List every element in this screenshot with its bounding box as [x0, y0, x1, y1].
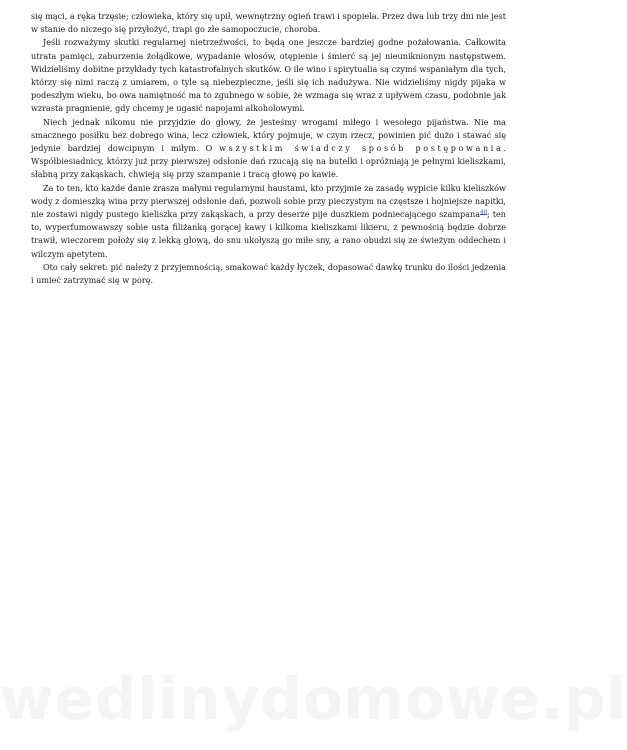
document-page	[31, 10, 506, 287]
paragraph-5	[31, 261, 506, 287]
paragraph-3-spaced-emphasis: wszystkim świadczy sposób postępowania	[219, 143, 504, 154]
paragraph-5-text: Oto cały sekret: pić należy z przyjemnością, smakować każdy łyczek, dopasować dawkę trunku do ilości jedzenia i umieć zatrzymać się w porę.	[31, 261, 506, 286]
paragraph-2-text: Jeśli rozważymy skutki regularnej nietrzeźwości, to będą one jeszcze bardziej godne pożałowania. Całkowita utrata pamięci, zaburzenia żołądkowe, wypadanie włosów, otępienie i śmierć są jej nieuniknionym następstwem. Widzieliśmy dobitne przykłady tych katastrofalnych skutków. O ile wino i spirytualia są czymś wspaniałym dla tych, którzy się nimi raczą z umiarem, o tyle są niebezpieczne, jeśli się ich nadużywa. Nie widzieliśmy nigdy pijaka w podeszłym wieku, bo owa namiętność ma to zgubnego w sobie, że wzmaga się wraz z upływem czasu, podobnie jak wzrasta pragnienie, gdy chcemy je ugasić napojami alkoholowymi.	[31, 37, 506, 114]
paragraph-3-text-before: Niech jednak nikomu nie przyjdzie do głowy, że jesteśmy wrogami miłego i wesołego pijaństwa. Nie ma smacznego posiłku bez dobrego wina, lecz człowiek, który pojmuje, w czym rzecz, powinien pić dużo i stawać się jedynie bardziej dowcipnym i miłym. O	[31, 116, 506, 154]
paragraph-3	[31, 116, 506, 182]
paragraph-4	[31, 182, 506, 261]
watermark: wedlinydomowe.pl	[0, 665, 627, 733]
paragraph-1	[31, 10, 506, 36]
paragraph-1-text: się mąci, a ręka trzęsie; człowieka, który się upił, wewnętrzny ogień trawi i spopiela. Przez dwa lub trzy dni nie jest w stanie do niczego się przyłożyć, trapi go złe samopoczucie, choroba.	[31, 11, 506, 35]
paragraph-4-text-after: ; ten to, wyperfumowawszy sobie usta filiżanką gorącej kawy i kilkoma kieliszkami likieru, z pewnością będzie dobrze trawił, wieczorem położy się z lekką głową, do snu ukołyszą go miłe sny, a rano obudzi się ze świeżym oddechem i wilczym apetytem.	[31, 209, 506, 259]
footnote-link-40[interactable]: 40	[480, 209, 488, 216]
paragraph-3-text-after: . Współbiesiadnicy, którzy już przy pierwszej odsłonie dań rzucają się na butelki i opróżniają je pełnymi kieliszkami, słabną przy zakąskach, chwieją się przy szampanie i tracą głowę po kawie.	[31, 143, 506, 180]
paragraph-2	[31, 36, 506, 115]
paragraph-4-text-before: Za to ten, kto każde danie zrasza małymi regularnymi haustami, kto przyjmie za zasadę wypicie kilku kieliszków wody z domieszką wina przy pierwszej odsłonie dań, pozwoli sobie przy pieczystym na częstsze i hojniejsze napitki, nie zostawi nigdy pustego kieliszka przy zakąskach, a przy deserze pije duszkiem podniecającego szampana	[31, 182, 506, 220]
